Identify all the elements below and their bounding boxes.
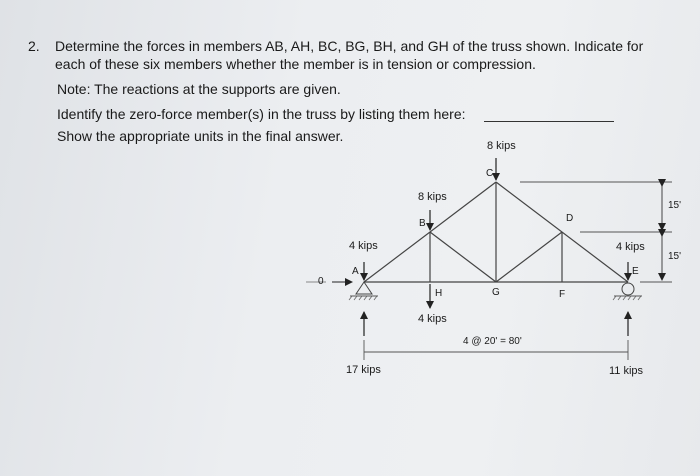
- problem-note: Note: The reactions at the supports are given.: [57, 81, 341, 97]
- zero-force-marker: 0: [318, 276, 324, 287]
- load-label-H: 4 kips: [418, 313, 447, 325]
- problem-identify: Identify the zero-force member(s) in the truss by listing them here:: [57, 106, 466, 122]
- roller-support-E: [622, 283, 634, 295]
- load-label-A: 4 kips: [349, 240, 378, 252]
- member-DG: [496, 232, 562, 282]
- problem-units: Show the appropriate units in the final answer.: [57, 128, 344, 144]
- node-label-H: H: [435, 288, 443, 299]
- problem-number: 2.: [28, 38, 40, 54]
- dim-label-top: 15': [668, 200, 682, 211]
- member-BG: [430, 232, 496, 282]
- load-label-E: 4 kips: [616, 241, 645, 253]
- reaction-label-left: 17 kips: [346, 364, 381, 376]
- node-label-G: G: [492, 287, 500, 298]
- node-label-D: D: [566, 213, 574, 224]
- node-label-A: A: [352, 266, 359, 277]
- problem-line-2: each of these six members whether the member is in tension or compression.: [55, 56, 536, 72]
- pin-support-A: [356, 282, 372, 294]
- load-label-C: 8 kips: [487, 140, 516, 152]
- load-label-B: 8 kips: [418, 191, 447, 203]
- node-label-C: C: [486, 168, 494, 179]
- problem-line-1: Determine the forces in members AB, AH, BC, BG, BH, and GH of the truss shown. Indicate for: [55, 38, 644, 54]
- dim-label-bottom: 15': [668, 251, 682, 262]
- node-label-F: F: [559, 289, 566, 300]
- node-label-B: B: [419, 218, 426, 229]
- reaction-label-right: 11 kips: [609, 365, 644, 377]
- dim-label-span: 4 @ 20' = 80': [463, 336, 522, 347]
- node-label-E: E: [632, 266, 639, 277]
